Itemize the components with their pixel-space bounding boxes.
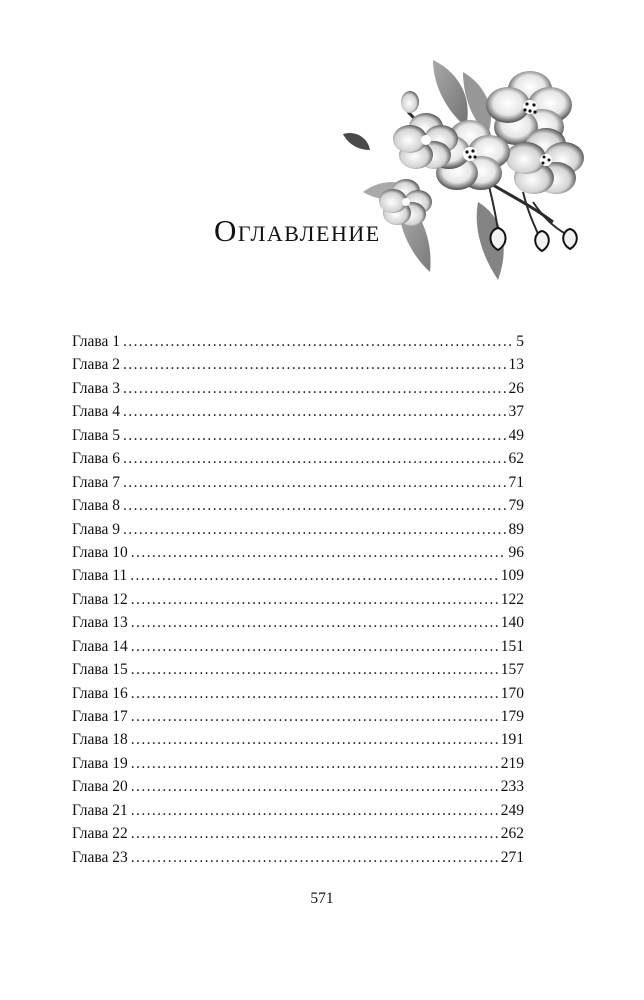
toc-entry-label: Глава 4	[72, 403, 121, 421]
toc-dot-leader	[131, 541, 506, 564]
bud-top-left	[401, 91, 419, 113]
toc-entry[interactable]	[72, 353, 524, 376]
toc-dot-leader	[131, 588, 498, 611]
toc-entry[interactable]	[72, 588, 524, 611]
toc-entry[interactable]	[72, 752, 524, 775]
toc-entry-label: Глава 2	[72, 356, 121, 374]
toc-entry-page: 170	[500, 684, 524, 702]
toc-entry-label: Глава 18	[72, 731, 128, 749]
toc-dot-leader	[123, 400, 505, 423]
toc-entry-page: 219	[500, 754, 524, 772]
toc-entry-page: 249	[500, 801, 524, 819]
toc-entry-page: 71	[508, 473, 524, 491]
toc-dot-leader	[123, 494, 505, 517]
toc-entry-page: 62	[508, 450, 524, 468]
toc-entry-label: Глава 16	[72, 684, 128, 702]
toc-entry-label: Глава 9	[72, 520, 121, 538]
toc-entry-page: 262	[500, 825, 524, 843]
toc-entry-page: 191	[500, 731, 524, 749]
toc-entry-label: Глава 22	[72, 825, 128, 843]
toc-entry-label: Глава 6	[72, 450, 121, 468]
toc-entry-page: 96	[508, 543, 524, 561]
toc-entry[interactable]	[72, 728, 524, 751]
toc-entry-label: Глава 12	[72, 590, 128, 608]
toc-dot-leader	[131, 799, 498, 822]
bud-lower-right	[535, 231, 549, 251]
toc-entry-page: 13	[508, 356, 524, 374]
toc-dot-leader	[131, 775, 498, 798]
toc-dot-leader	[131, 705, 498, 728]
toc-entry[interactable]	[72, 518, 524, 541]
toc-dot-leader	[123, 518, 505, 541]
toc-entry-label: Глава 1	[72, 333, 121, 350]
blossom-left	[393, 113, 458, 169]
toc-dot-leader	[131, 611, 498, 634]
toc-entry-page: 233	[500, 778, 524, 796]
toc-entry-label: Глава 19	[72, 754, 128, 772]
bud-right	[563, 229, 577, 249]
toc-entry[interactable]	[72, 635, 524, 658]
table-of-contents	[72, 330, 524, 869]
toc-entry[interactable]	[72, 377, 524, 400]
toc-entry-page: 157	[500, 661, 524, 679]
bud-lower	[490, 228, 505, 250]
toc-entry[interactable]	[72, 658, 524, 681]
leaf-shape	[343, 133, 370, 150]
toc-entry[interactable]	[72, 822, 524, 845]
toc-entry-page: 179	[500, 708, 524, 725]
toc-entry-label: Глава 10	[72, 543, 128, 561]
toc-entry-page: 271	[500, 848, 524, 866]
toc-dot-leader	[123, 330, 513, 353]
toc-entry-page: 26	[508, 379, 524, 397]
toc-entry-label: Глава 11	[72, 567, 128, 585]
toc-entry[interactable]	[72, 330, 524, 353]
toc-dot-leader	[131, 846, 498, 869]
toc-entry[interactable]	[72, 494, 524, 517]
page-number: 571	[310, 890, 334, 907]
toc-dot-leader	[123, 353, 505, 376]
toc-entry[interactable]	[72, 471, 524, 494]
toc-entry-page: 89	[508, 520, 524, 538]
toc-dot-leader	[131, 682, 498, 705]
page-title: Оглавление	[214, 213, 381, 248]
toc-entry-label: Глава 13	[72, 614, 128, 632]
toc-entry-label: Глава 17	[72, 708, 128, 725]
toc-entry[interactable]	[72, 799, 524, 822]
leaf-shape	[433, 60, 468, 127]
toc-dot-leader	[123, 377, 505, 400]
toc-entry-page: 151	[500, 637, 524, 655]
toc-dot-leader	[131, 728, 498, 751]
toc-entry[interactable]	[72, 611, 524, 634]
toc-dot-leader	[131, 635, 498, 658]
toc-entry-page: 109	[500, 567, 524, 585]
toc-entry[interactable]	[72, 447, 524, 470]
toc-entry[interactable]	[72, 682, 524, 705]
toc-entry[interactable]	[72, 775, 524, 798]
toc-entry-label: Глава 23	[72, 848, 128, 866]
toc-entry-label: Глава 15	[72, 661, 128, 679]
toc-dot-leader	[123, 447, 505, 470]
toc-entry[interactable]	[72, 424, 524, 447]
toc-entry-label: Глава 8	[72, 497, 121, 515]
toc-entry-page: 122	[500, 590, 524, 608]
toc-entry-page: 49	[508, 426, 524, 444]
branch-shape	[523, 192, 538, 234]
toc-dot-leader	[123, 424, 505, 447]
toc-entry-page: 140	[500, 614, 524, 632]
toc-entry[interactable]	[72, 400, 524, 423]
toc-entry-label: Глава 14	[72, 637, 128, 655]
toc-entry[interactable]	[72, 846, 524, 869]
toc-entry-label: Глава 5	[72, 426, 121, 444]
toc-entry-label: Глава 7	[72, 473, 121, 491]
toc-entry[interactable]	[72, 541, 524, 564]
toc-entry-label: Глава 21	[72, 801, 128, 819]
toc-entry[interactable]	[72, 564, 524, 587]
toc-entry-label: Глава 20	[72, 778, 128, 796]
toc-dot-leader	[131, 658, 498, 681]
toc-entry-page: 79	[508, 497, 524, 515]
toc-entry[interactable]	[72, 705, 524, 728]
cherry-blossom-illustration	[338, 52, 588, 288]
toc-dot-leader	[130, 564, 498, 587]
toc-entry-page: 37	[508, 403, 524, 421]
toc-dot-leader	[123, 471, 505, 494]
toc-dot-leader	[131, 752, 498, 775]
toc-dot-leader	[131, 822, 498, 845]
toc-entry-page: 5	[516, 333, 524, 350]
toc-entry-label: Глава 3	[72, 379, 121, 397]
